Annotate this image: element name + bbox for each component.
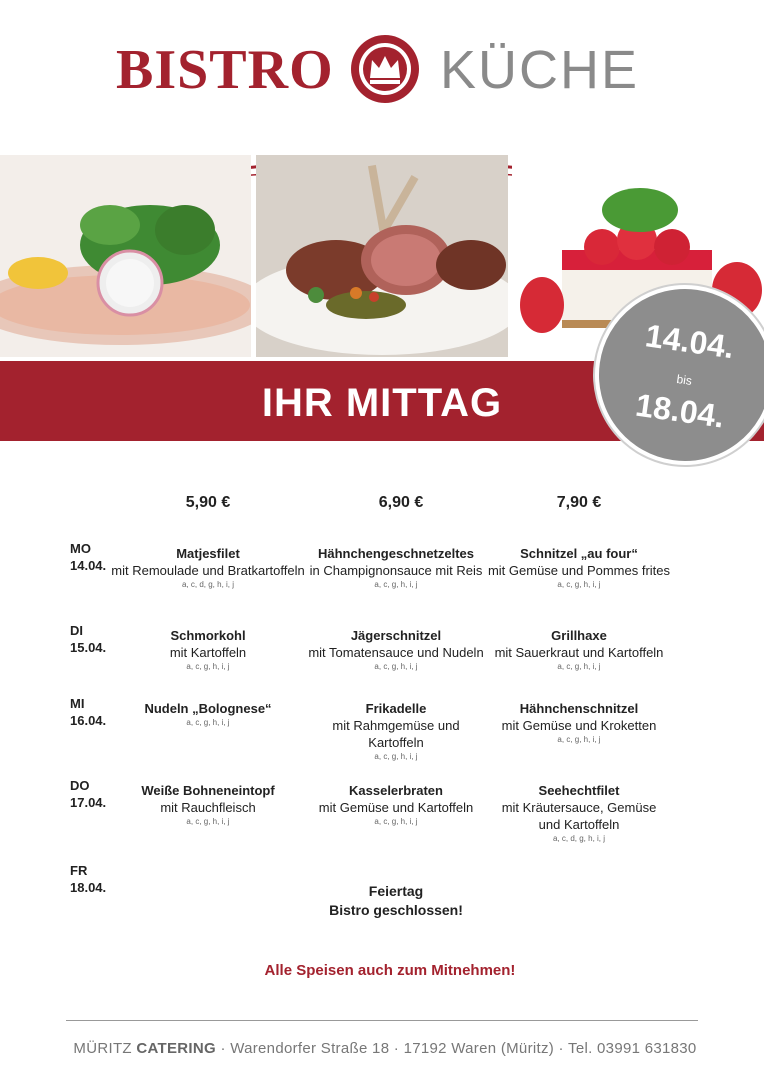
dish-name: Hähnchengeschnetzeltes [317, 546, 475, 561]
dish-name: Jägerschnitzel [350, 628, 442, 643]
dish-allergens: a, c, g, h, i, j [374, 817, 418, 826]
date-separator: bis [675, 371, 693, 388]
crown-emblem-icon [348, 32, 422, 106]
dish-allergens: a, c, g, h, i, j [374, 752, 418, 761]
day-label [70, 695, 106, 729]
logo [0, 30, 764, 110]
dish-desc: mit Rauchfleisch [160, 800, 256, 815]
banner [0, 135, 764, 465]
dish-allergens: a, c, g, h, i, j [374, 662, 418, 671]
price-2: 6,90 € [378, 494, 424, 511]
dish-allergens: a, c, g, h, i, j [186, 718, 230, 727]
dish-name: Matjesfilet [176, 546, 240, 561]
carpaccio-salad-photo [0, 155, 251, 357]
page-title: IHR MITTAG [261, 381, 503, 425]
dish-allergens: a, c, d, g, h, i, j [552, 834, 606, 843]
footer-divider [66, 1020, 698, 1021]
day-abbr: DI [70, 623, 83, 638]
day-date: 14.04. [70, 558, 107, 573]
dish-desc: mit Kräutersauce, Gemüse und Kartoffeln [501, 800, 657, 832]
dish-name: Hähnchenschnitzel [519, 701, 639, 716]
date-from: 14.04. [643, 317, 737, 366]
footer [0, 1040, 764, 1057]
logo-text-kueche: KÜCHE [440, 40, 640, 100]
logo-text-bistro: BISTRO [116, 39, 334, 101]
dish-desc: mit Tomatensauce und Nudeln [308, 645, 484, 660]
dish-allergens: a, c, g, h, i, j [557, 662, 601, 671]
dish-desc: mit Gemüse und Kroketten [501, 718, 657, 733]
day-abbr: MI [70, 696, 85, 711]
lamb-rack-photo [256, 155, 508, 357]
holiday-line-1: Feiertag [368, 883, 424, 899]
menu-item [479, 627, 679, 673]
date-to: 18.04. [633, 386, 727, 435]
takeaway-note: Alle Speisen auch zum Mitnehmen! [264, 962, 516, 979]
holiday-line-2: Bistro geschlossen! [329, 902, 463, 918]
menu-item [108, 782, 308, 828]
dish-allergens: a, c, g, h, i, j [557, 580, 601, 589]
menu-item [296, 700, 496, 763]
dish-allergens: a, c, g, h, i, j [557, 735, 601, 744]
dish-desc: mit Remoulade und Bratkartoffeln [111, 563, 305, 578]
dish-allergens: a, c, g, h, i, j [186, 817, 230, 826]
menu-item [108, 627, 308, 673]
dish-desc: mit Rahmgemüse und Kartoffeln [332, 718, 460, 750]
day-date: 16.04. [70, 713, 107, 728]
menu-item [296, 627, 496, 673]
dish-name: Seehechtfilet [538, 783, 620, 798]
dish-allergens: a, c, g, h, i, j [374, 580, 418, 589]
menu-item [296, 545, 496, 591]
day-label [70, 540, 106, 574]
dish-desc: mit Kartoffeln [169, 645, 247, 660]
dish-name: Frikadelle [365, 701, 427, 716]
day-abbr: FR [70, 863, 88, 878]
menu-item [479, 782, 679, 845]
day-abbr: DO [70, 778, 90, 793]
day-date: 18.04. [70, 880, 107, 895]
menu-item [108, 545, 308, 591]
dish-desc: mit Gemüse und Kartoffeln [318, 800, 474, 815]
menu-item [479, 700, 679, 746]
footer-address: · Warendorfer Straße 18 · 17192 Waren (Müritz) · Tel. 03991 631830 [220, 1040, 697, 1057]
day-label [70, 622, 106, 656]
footer-catering: CATERING [136, 1040, 216, 1057]
menu-item [296, 782, 496, 828]
price-1: 5,90 € [185, 494, 231, 511]
day-date: 17.04. [70, 795, 107, 810]
dish-allergens: a, c, d, g, h, i, j [181, 580, 235, 589]
dish-desc: mit Sauerkraut und Kartoffeln [494, 645, 664, 660]
day-label [70, 862, 106, 896]
day-abbr: MO [70, 541, 91, 556]
day-date: 15.04. [70, 640, 107, 655]
day-label [70, 777, 106, 811]
price-3: 7,90 € [556, 494, 602, 511]
dish-name: Weiße Bohneneintopf [141, 783, 275, 798]
holiday-notice [296, 882, 496, 920]
footer-company: MÜRITZ [73, 1040, 132, 1057]
dish-desc: in Champignonsauce mit Reis [309, 563, 483, 578]
menu-item [108, 700, 308, 729]
dish-name: Schmorkohl [170, 628, 246, 643]
dish-desc: mit Gemüse und Pommes frites [487, 563, 671, 578]
menu-item [479, 545, 679, 591]
dish-name: Grillhaxe [551, 628, 607, 643]
dish-name: Kasselerbraten [349, 783, 443, 798]
dish-name: Nudeln „Bolognese“ [144, 701, 272, 716]
dish-allergens: a, c, g, h, i, j [186, 662, 230, 671]
dish-name: Schnitzel „au four“ [520, 546, 638, 561]
